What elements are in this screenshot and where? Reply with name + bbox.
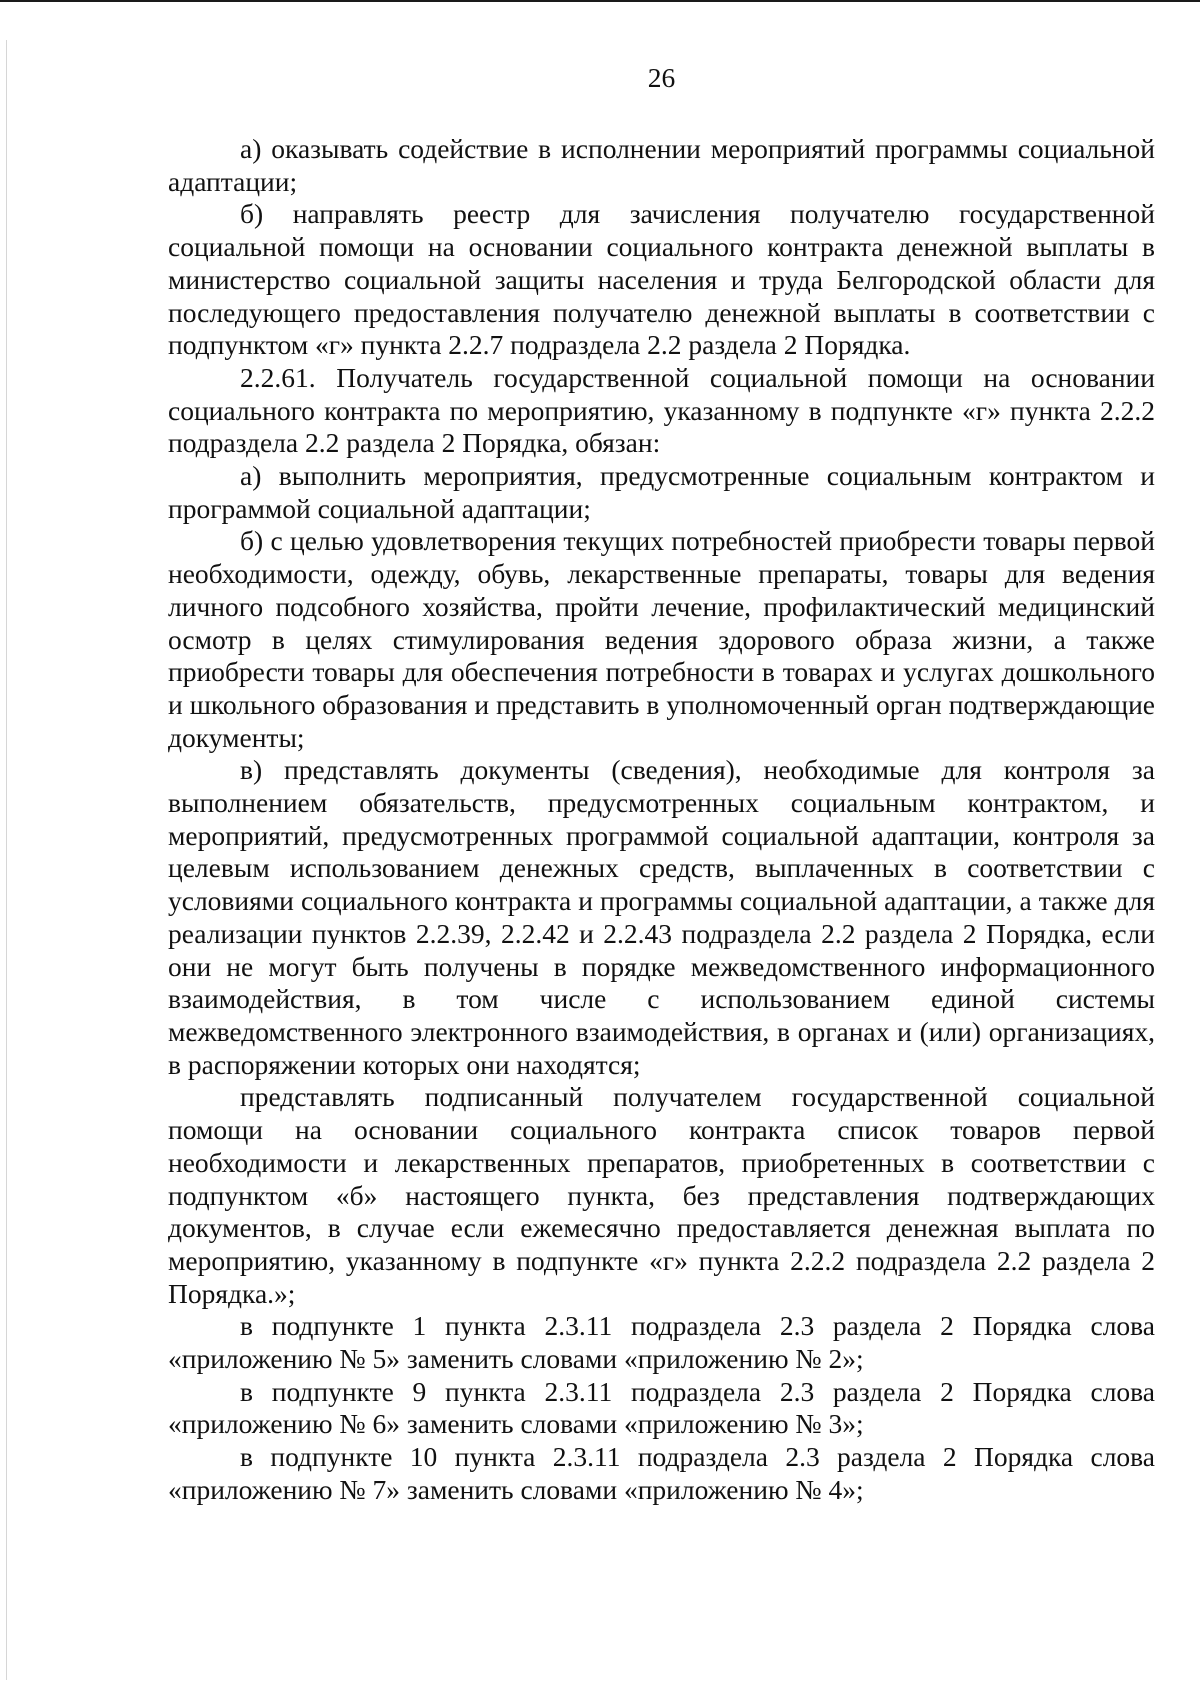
page-number: 26 bbox=[647, 62, 676, 93]
paragraph-goods-list: представлять подписанный получателем государственной социальной помощи на основании социального контракта список товаров первой необходимости и лекарственных препаратов, приобретенных в соответствии с подпунктом «б» настоящего пункта, без представления подтверждающих документов, в случае если ежемесячно предоставляется денежная выплата по мероприятию, указанному в подпункте «г» пункта 2.2.2 подраздела 2.2 раздела 2 Порядка.»; bbox=[168, 1081, 1155, 1309]
paragraph-subitem-10: в подпункте 10 пункта 2.3.11 подраздела 2.3 раздела 2 Порядка слова «приложению № 7» заменить словами «приложению № 4»; bbox=[168, 1441, 1155, 1505]
paragraph-a-fulfill: а) выполнить мероприятия, предусмотренные социальным контрактом и программой социальной адаптации; bbox=[168, 460, 1155, 524]
paragraph-subitem-1: в подпункте 1 пункта 2.3.11 подраздела 2.3 раздела 2 Порядка слова «приложению № 5» заменить словами «приложению № 2»; bbox=[168, 1310, 1155, 1375]
paragraph-2-2-61: 2.2.61. Получатель государственной социальной помощи на основании социального контракта по мероприятию, указанному в подпункте «г» пункта 2.2.2 подраздела 2.2 раздела 2 Порядка, обязан: bbox=[168, 361, 1155, 459]
paragraph-subitem-9: в подпункте 9 пункта 2.3.11 подраздела 2.3 раздела 2 Порядка слова «приложению № 6» заменить словами «приложению № 3»; bbox=[168, 1375, 1155, 1440]
paragraph-v-documents: в) представлять документы (сведения), необходимые для контроля за выполнением обязательств, предусмотренных социальным контрактом, и мероприятий, предусмотренных программой социальной адаптации, контроля за целевым использованием денежных средств, выплаченных в соответствии с условиями социального контракта и программы социальной адаптации, а также для реализации пунктов 2.2.39, 2.2.42 и 2.2.43 подраздела 2.2 раздела 2 Порядка, если они не могут быть получены в порядке межведомственного информационного взаимодействия, в том числе с использованием единой системы межведомственного электронного взаимодействия, в органах и (или) организациях, в распоряжении которых они находятся; bbox=[168, 754, 1155, 1080]
scan-left-shadow bbox=[6, 40, 7, 1680]
document-page bbox=[168, 62, 1155, 1507]
scan-top-border bbox=[0, 0, 1200, 2]
paragraph-b-purchase: б) с целью удовлетворения текущих потребностей приобрести товары первой необходимости, одежду, обувь, лекарственные препараты, товары для ведения личного подсобного хозяйства, пройти лечение, профилактический медицинский осмотр в целях стимулирования ведения здорового образа жизни, а также приобрести товары для обеспечения потребности в товарах и услугах дошкольного и школьного образования и представить в уполномоченный орган подтверждающие документы; bbox=[168, 525, 1155, 753]
paragraph-b-registry: б) направлять реестр для зачисления получателю государственной социальной помощи на основании социального контракта денежной выплаты в министерство социальной защиты населения и труда Белгородской области для последующего предоставления получателю денежной выплаты в соответствии с подпунктом «г» пункта 2.2.7 подраздела 2.2 раздела 2 Порядка. bbox=[168, 198, 1155, 361]
paragraph-a-assist: а) оказывать содействие в исполнении мероприятий программы социальной адаптации; bbox=[168, 133, 1155, 197]
